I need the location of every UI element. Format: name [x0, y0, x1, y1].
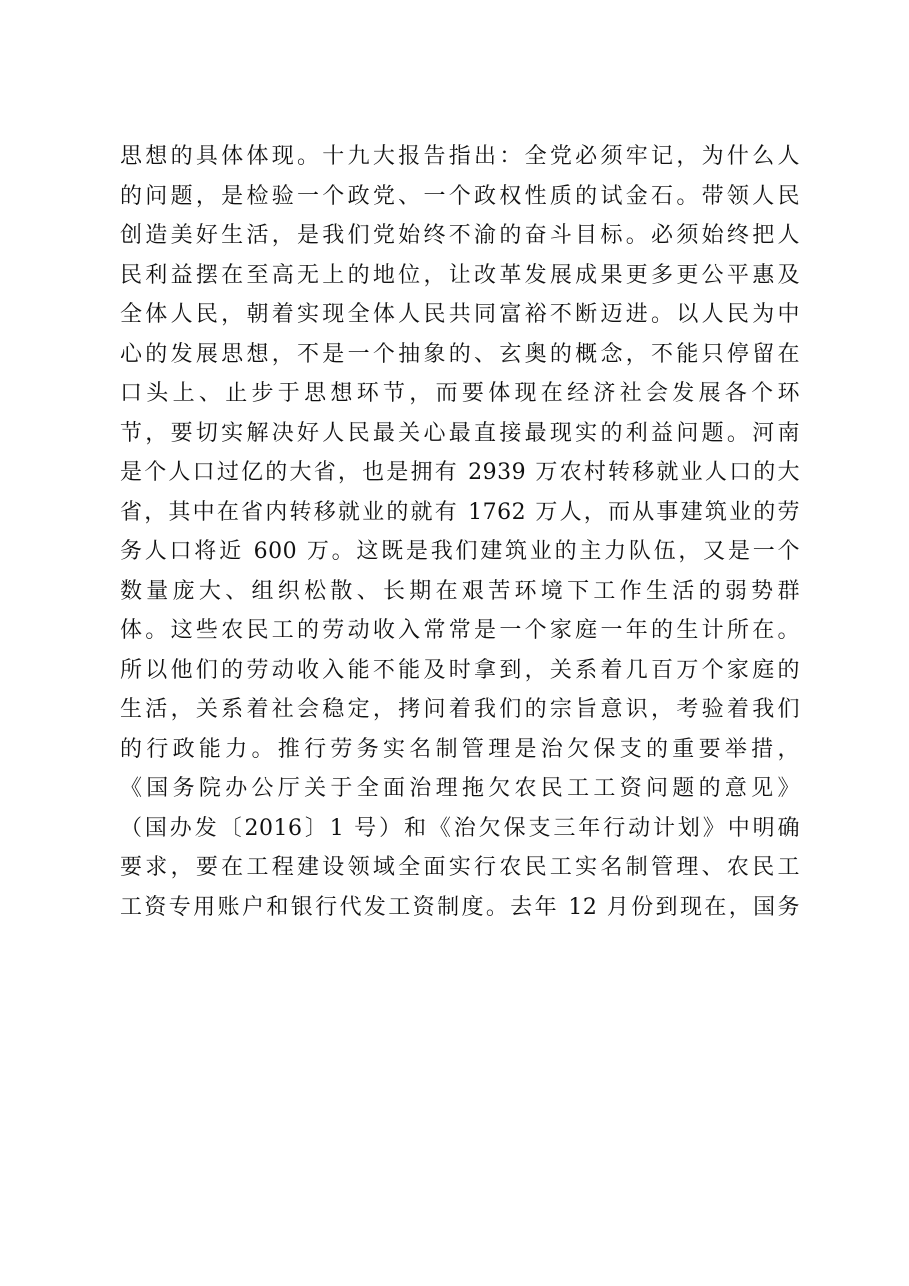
text-line-3: 创造美好生活，是我们党始终不渝的奋斗目标。必须始终把人 — [120, 223, 800, 248]
body-text — [120, 137, 800, 927]
text-line-1: 思想的具体体现。十九大报告指出：全党必须牢记，为什么人 — [120, 144, 800, 169]
text-line-14: 所以他们的劳动收入能不能及时拿到，关系着几百万个家庭的 — [120, 657, 800, 683]
text-line-13: 体。这些农民工的劳动收入常常是一个家庭一年的生计所在。 — [120, 618, 800, 643]
text-line-8: 节，要切实解决好人民最关心最直接最现实的利益问题。河南 — [120, 420, 800, 446]
text-line-19: 要求，要在工程建设领域全面实行农民工实名制管理、农民工 — [120, 855, 800, 880]
text-line-20: 工资专用账户和银行代发工资制度。去年 12 月份到现在，国务 — [120, 894, 800, 920]
text-line-18: （国办发〔2016〕1 号）和《治欠保支三年行动计划》中明确 — [120, 815, 800, 841]
text-line-10: 省，其中在省内转移就业的就有 1762 万人，而从事建筑业的劳 — [120, 499, 800, 525]
text-line-11: 务人口将近 600 万。这既是我们建筑业的主力队伍，又是一个 — [120, 539, 800, 564]
text-line-17: 《国务院办公厅关于全面治理拖欠农民工工资问题的意见》 — [120, 776, 800, 801]
text-line-16: 的行政能力。推行劳务实名制管理是治欠保支的重要举措， — [120, 736, 800, 762]
text-line-15: 生活，关系着社会稳定，拷问着我们的宗旨意识，考验着我们 — [120, 697, 800, 722]
text-line-7: 口头上、止步于思想环节，而要体现在经济社会发展各个环 — [120, 381, 800, 406]
text-line-5: 全体人民，朝着实现全体人民共同富裕不断迈进。以人民为中 — [120, 302, 800, 327]
text-line-6: 心的发展思想，不是一个抽象的、玄奥的概念，不能只停留在 — [120, 341, 800, 367]
text-line-4: 民利益摆在至高无上的地位，让改革发展成果更多更公平惠及 — [120, 262, 800, 288]
text-line-2: 的问题，是检验一个政党、一个政权性质的试金石。带领人民 — [120, 183, 800, 209]
text-line-9: 是个人口过亿的大省，也是拥有 2939 万农村转移就业人口的大 — [120, 460, 800, 485]
text-line-12: 数量庞大、组织松散、长期在艰苦环境下工作生活的弱势群 — [120, 578, 800, 604]
